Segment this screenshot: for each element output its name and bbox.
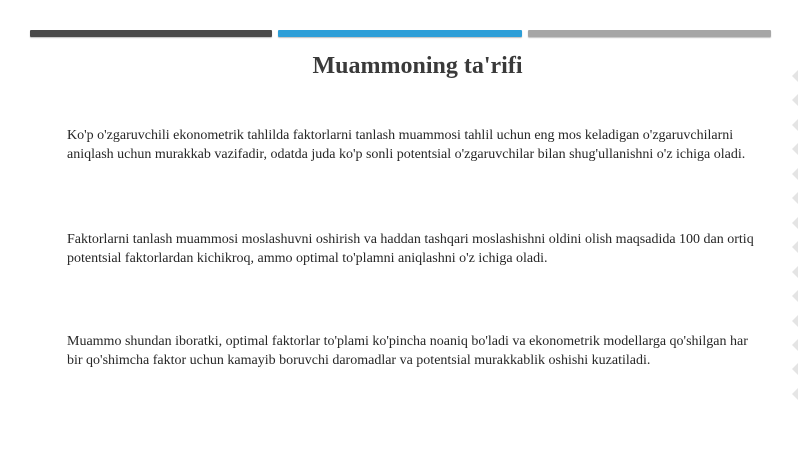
paragraph-3: Muammo shundan iboratki, optimal faktorlar to'plami ko'pincha noaniq bo'ladi va ekonometrik modellarga qo'shilgan har bir qo'shimcha faktor uchun kamayib boruvchi daromadlar va potentsial murakkablik oshishi kuzatiladi. xyxy=(67,334,748,368)
accent-bar-dark xyxy=(30,30,272,37)
chevron-left-icon xyxy=(792,266,798,278)
chevron-left-icon xyxy=(792,217,798,229)
chevron-left-icon xyxy=(792,241,798,253)
chevron-left-icon xyxy=(792,315,798,327)
chevron-left-icon xyxy=(792,339,798,351)
chevron-left-icon xyxy=(792,388,798,400)
chevron-left-icon xyxy=(792,290,798,302)
paragraph-2: Faktorlarni tanlash muammosi moslashuvni oshirish va haddan tashqari moslashishni oldini olish maqsadida 100 dan ortiq potentsial faktorlardan kichikroq, ammo optimal to'plamni aniqlashni o'z ichiga oladi. xyxy=(67,232,754,266)
chevron-left-icon xyxy=(792,363,798,375)
chevron-left-icon xyxy=(792,94,798,106)
chevron-left-icon xyxy=(792,168,798,180)
chevron-left-icon xyxy=(792,70,798,82)
chevron-left-icon xyxy=(792,192,798,204)
paragraph-1: Ko'p o'zgaruvchili ekonometrik tahlilda faktorlarni tanlash muammosi tahlil uchun eng mos keladigan o'zgaruvchilarni aniqlash uchun murakkab vazifadir, odatda juda ko'p sonli potentsial o'zgaruvchilar bilan shug'ullanishni o'z ichiga oladi. xyxy=(67,128,746,162)
decorative-chevron-icons xyxy=(786,70,798,400)
slide-title: Muammoning ta'rifi xyxy=(312,53,523,79)
accent-bar-blue xyxy=(278,30,522,37)
accent-bar-gray xyxy=(528,30,771,37)
chevron-left-icon xyxy=(792,143,798,155)
chevron-left-icon xyxy=(792,119,798,131)
